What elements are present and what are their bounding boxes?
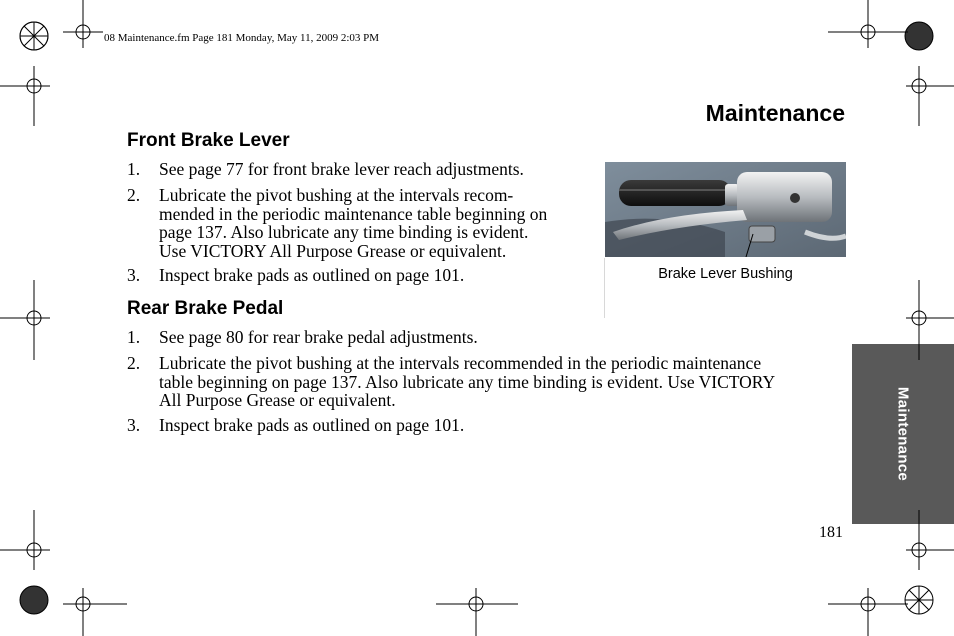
step-text-line: All Purpose Grease or equivalent. [159,390,396,410]
crosshair-icon [906,510,954,570]
rear-brake-pedal-heading: Rear Brake Pedal [127,298,284,319]
corner-target-icon [905,586,933,614]
corner-target-icon [20,22,48,50]
step-text-line: Lubricate the pivot bushing at the intervals recom- [159,185,514,205]
corner-target-icon [905,22,933,50]
step-text-line: Inspect brake pads as outlined on page 101. [159,265,465,285]
step-text-line: mended in the periodic maintenance table beginning on [159,203,548,224]
crosshair-icon [828,0,908,48]
crosshair-icon [0,510,50,570]
chapter-title: Maintenance [705,100,845,126]
step-number: 3. [127,415,141,435]
step-number: 1. [127,327,141,347]
crosshair-icon [63,588,127,636]
step-text-line: table beginning on page 137. Also lubricate any time binding is evident. Use VICTORY [159,371,776,392]
step-text-line: Use VICTORY All Purpose Grease or equivalent. [159,240,507,261]
step-text-line: page 137. Also lubricate any time binding is evident. [159,222,529,242]
front-brake-lever-heading: Front Brake Lever [127,130,290,151]
crosshair-icon [906,280,954,360]
figure-caption: Brake Lever Bushing [658,266,793,282]
corner-target-icon [20,586,48,614]
crosshair-icon [436,588,518,636]
crosshair-icon [63,0,103,48]
step-number: 1. [127,159,141,179]
file-slug: 08 Maintenance.fm Page 181 Monday, May 11, 2009 2:03 PM [104,32,380,44]
step-text-line: Lubricate the pivot bushing at the intervals recommended in the periodic maintenance [159,353,762,373]
crosshair-icon [906,66,954,126]
crosshair-icon [0,280,50,360]
side-tab-label: Maintenance [894,386,912,482]
step-text-line: Inspect brake pads as outlined on page 101. [159,415,465,435]
step-text-line: See page 77 for front brake lever reach adjustments. [159,159,524,179]
step-number: 2. [127,353,141,373]
step-number: 2. [127,185,141,205]
step-text-line: See page 80 for rear brake pedal adjustments. [159,327,478,347]
step-number: 3. [127,265,141,285]
crosshair-icon [828,588,908,636]
page-number: 181 [819,524,843,541]
crosshair-icon [0,66,50,126]
